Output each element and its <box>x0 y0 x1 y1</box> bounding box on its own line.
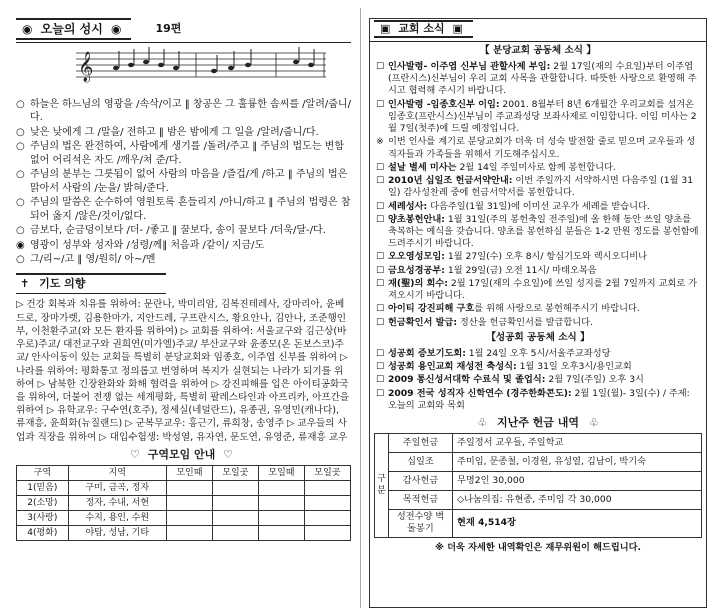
news-item <box>376 61 700 98</box>
page-fold-divider <box>360 8 361 608</box>
meeting-cell <box>258 496 304 511</box>
meeting-row <box>17 526 351 541</box>
checkbox-icon: ☐ <box>376 213 385 225</box>
verse-bullet-icon: ○ <box>16 169 25 180</box>
news-body: 2월 17일(재의 수요일)에 쓰일 성지를 2월 7일까지 교회로 가져오시기 바랍니다. <box>388 277 698 302</box>
meeting-cell: 2(소망) <box>17 496 69 511</box>
news-heading: 2009 통신성서대학 수료식 및 졸업식: <box>388 374 546 386</box>
finance-detail: 주일정서 교우들, 주일학교 <box>453 433 702 452</box>
news-header <box>370 19 706 39</box>
meeting-title: 구역모임 안내 <box>147 447 216 461</box>
finance-category: 목적헌금 <box>389 490 453 509</box>
meeting-cell <box>166 526 212 541</box>
finance-category: 성전수양 벽돌봉기 <box>389 509 453 537</box>
news-body: 정산을 헌금확인서를 발급합니다. <box>457 316 593 328</box>
news-heading: 인사발령- 이주엽 신부님 관할사제 부임: <box>388 60 551 72</box>
news-text <box>388 278 700 302</box>
news-title: 교회 소식 <box>398 21 445 35</box>
psalm-number: 19편 <box>155 21 182 35</box>
news-text <box>388 251 700 263</box>
parish-news-list <box>370 61 706 329</box>
target-icon: ◉ <box>22 21 33 36</box>
news-body: 2월 7일(주일) 오후 3시 <box>545 374 644 386</box>
heart-icon: ♡ <box>223 447 234 461</box>
meeting-row <box>17 480 351 495</box>
anglican-news-subheader: 【성공회 공동체 소식 】 <box>486 331 590 343</box>
finance-header <box>370 416 706 431</box>
meeting-column-header: 모일곳 <box>304 465 350 480</box>
meeting-cell <box>304 496 350 511</box>
meeting-cell <box>166 480 212 495</box>
news-heading: 재(聖)의 회수: <box>388 277 448 289</box>
checkbox-icon: ☐ <box>376 264 385 276</box>
psalm-verse <box>16 224 351 238</box>
news-heading: 성공회 증보기도회: <box>388 347 466 359</box>
checkbox-icon: ☐ <box>376 251 385 263</box>
news-heading: 양초봉헌안내: <box>388 213 445 225</box>
finance-detail: 무명2인 30,000 <box>453 471 702 490</box>
psalm-verse <box>16 126 351 140</box>
psalm-verse <box>16 168 351 195</box>
news-item <box>376 99 700 136</box>
checkbox-icon: ※ <box>376 136 384 148</box>
news-item <box>376 374 700 386</box>
meeting-row <box>17 511 351 526</box>
cross-icon: ✝ <box>20 276 30 290</box>
finance-table <box>374 433 702 538</box>
meeting-column-header: 구역 <box>17 465 69 480</box>
finance-title: 지난주 헌금 내역 <box>496 415 580 429</box>
meeting-cell <box>212 496 258 511</box>
square-icon: ▣ <box>452 21 463 35</box>
news-item <box>376 388 700 412</box>
news-body: 1월 31일(주의 봉헌축일 전주일)에 올 한해 동안 쓰일 양초를 축복하는 예식을 갖습니다. 양초를 봉헌하실 분들은 1-2 만원 정도를 봉헌함에 드려주시기 바랍니다. <box>388 213 699 250</box>
verse-text: 주님의 말씀은 순수하여 영원토록 흔들리지 /아니/하고 ‖ 주님의 법령은 참되어 옳지 /않은/것이/없다. <box>30 197 351 222</box>
psalm-header <box>16 18 351 40</box>
news-body: 이번 주일까지 서약하시면 다음주일 (1월 31일) 감사성찬례 중에 헌금서약서를 봉헌합니다. <box>388 175 694 199</box>
news-heading: 2010년 십일조 헌금서약안내: <box>388 175 513 187</box>
meeting-cell: 수지, 용인, 수원 <box>68 511 166 526</box>
news-text <box>388 162 700 174</box>
meeting-header <box>16 448 351 463</box>
checkbox-icon: ☐ <box>376 303 385 315</box>
news-text <box>388 214 700 251</box>
news-text <box>388 348 700 360</box>
psalm-verse <box>16 196 351 223</box>
psalm-title-box <box>16 18 131 40</box>
header-rule <box>370 41 706 42</box>
news-heading: 금요성경공부: <box>388 264 445 276</box>
verse-text: 금보다, 순금덩이보다 /더- /좋고 ‖ 꿀보다, 송이 꿀보다 /더욱/달-/다. <box>30 225 326 236</box>
news-item <box>376 201 700 213</box>
checkbox-icon: ☐ <box>376 277 385 289</box>
news-body: 2001. 8월부터 8년 6개월간 우리교회를 섬겨온 임종호(프란시스)신부님이 주교좌성당 보좌사제로 이임합니다. 이임 미사는 2월 7일(첫주)에 드릴 예정입니다. <box>388 98 697 135</box>
meeting-cell <box>258 526 304 541</box>
news-heading: 헌금확인서 발급: <box>388 316 457 328</box>
verse-text: 주님의 분부는 그릇됨이 없어 사람의 마음을 /즐겁/게 /하고 ‖ 주님의 법은 맑아서 사람의 /눈을/ 밝혀/준다. <box>30 169 348 194</box>
verse-bullet-icon: ○ <box>16 141 25 152</box>
checkbox-icon: ☐ <box>376 98 385 110</box>
news-text <box>388 303 700 315</box>
verse-bullet-icon: ○ <box>16 126 25 138</box>
prayer-intentions: ▷ 건강 회복과 치유를 위하여: 문란나, 박미리암, 김복진테레사, 강마리아, 윤베드로, 장마가렛, 김용한마가, 지안드레, 구프란시스, 황요안나, 김안나, 조준행인부, 이천환주교(와 모든 환자를 위하여) ▷ 교회를 위하여: 서울교구와 김근상(바우로)주교/ 대전교구와 권희연(미가엘)주교/ 부산교구와 윤종모(온 돈보스코)주교/ 안사이동이 있는 교회들 특별히 분당교회와 임종호, 이주엽 신부를 위하여 ▷ 나라를 위하여: 평화통고 정의롭고 번영하며 복지가 실현되는 나라가 되기를 위하여 ▷ 남북한 긴장완화와 화해 협력을 위하여 ▷ 강진피해를 입은 아이티공화국을 위하여, 더불어 전쟁 없는 세계평화, 특별히 팔레스타인과 아프리카, 아프간을 위하여 ▷ 유학교우: 구수연(호주), 정세실(네덜란드), 유종권, 유영민(캐나다), 류재흥, 윤희화(뉴질랜드) ▷ 군복무교우: 홍근기, 류희창, 송영주 ▷ 교우들의 사업과 직장을 위하여 ▷ 대입수험생: 박성열, 유자연, 문도연, 유영준, 류재흥 교우 <box>16 299 350 443</box>
finance-row <box>375 433 702 452</box>
meeting-cell <box>212 511 258 526</box>
verse-bullet-icon: ○ <box>16 254 25 265</box>
news-body: 1월 31일 오후3시/용인교회 <box>516 361 632 373</box>
checkbox-icon: ☐ <box>376 316 385 328</box>
checkbox-icon: ☐ <box>376 361 385 373</box>
meeting-cell <box>258 480 304 495</box>
news-text <box>388 265 700 277</box>
meeting-cell: 구미, 금곡, 정자 <box>68 480 166 495</box>
verse-text: 영광이 성부와 성자와 /성령/께‖ 처음과 /같이/ 지금/도 <box>30 239 265 251</box>
meeting-cell <box>166 511 212 526</box>
news-body: 1월 29일(금) 오전 11시/ 마태오복음 <box>444 264 597 276</box>
finance-row <box>375 452 702 471</box>
meeting-cell: 정자, 수내, 서현 <box>68 496 166 511</box>
psalm-verse <box>16 98 351 125</box>
finance-row <box>375 490 702 509</box>
news-heading: 인사발령 -임종호신부 이임: <box>388 98 500 110</box>
meeting-cell <box>304 511 350 526</box>
news-item <box>376 251 700 263</box>
psalm-readings <box>16 98 351 267</box>
square-icon: ▣ <box>380 21 391 35</box>
meeting-cell <box>212 480 258 495</box>
meeting-table <box>16 465 351 542</box>
news-item <box>376 136 700 160</box>
news-text <box>388 361 700 373</box>
news-item <box>376 317 700 329</box>
club-icon: ♧ <box>588 415 599 429</box>
finance-detail: 주미임, 문종철, 이경원, 유성열, 김남이, 박기숙 <box>453 452 702 471</box>
meeting-column-header: 지역 <box>68 465 166 480</box>
psalm-verse <box>16 140 351 167</box>
psalm-title: 오늘의 성시 <box>40 21 103 36</box>
news-body: 이번 인사를 계기로 분당교회가 더욱 더 성숙 발전할 줄로 믿으며 교우들과 성직자들과 가족들을 위해서 기도해주십시오. <box>388 136 696 160</box>
target-icon: ◉ <box>111 21 122 36</box>
finance-group-label: 구분 <box>375 433 389 537</box>
header-rule <box>16 42 351 43</box>
checkbox-icon: ☐ <box>376 161 385 173</box>
anglican-news-list <box>370 348 706 412</box>
svg-text:𝄞: 𝄞 <box>78 52 94 82</box>
verse-bullet-icon: ○ <box>16 225 25 236</box>
news-text <box>388 175 700 199</box>
finance-category: 십일조 <box>389 452 453 471</box>
news-item <box>376 162 700 174</box>
news-body: 1월 24일 오후 5시/서울주교좌성당 <box>465 347 611 359</box>
news-heading: 아이티 강진피해 구호 <box>388 303 475 315</box>
psalm-verse <box>16 253 351 267</box>
news-body: 다음주일(1월 31일)에 이미선 교우가 세례를 받습니다. <box>427 200 650 212</box>
finance-detail: 현재 4,514장 <box>453 509 702 537</box>
checkbox-icon: ☐ <box>376 387 385 399</box>
news-heading: 2009 전국 성직자 신학연수 (경주한화콘도): <box>388 387 572 399</box>
news-heading: 성공회 용인교회 재성전 축성식: <box>388 361 517 373</box>
meeting-cell <box>166 496 212 511</box>
meeting-column-header: 모인때 <box>166 465 212 480</box>
parish-news-subheader: 【 분당교회 공동체 소식 】 <box>480 45 596 56</box>
news-body: 2월 17일(재의 수요일)부터 이주엽(프란시스)신부님이 우리 교회 사목을 관할합니다. 따뜻한 사랑으로 환영해 주시고 협력해 주시기 바랍니다. <box>388 60 697 97</box>
news-heading: 설날 별세 미사는 <box>388 161 457 173</box>
finance-detail: ◇나눔의집: 유현종, 주미임 각 30,000 <box>453 490 702 509</box>
verse-text: 그/리~/고 ‖ 영/원히/ 아~/멘 <box>30 254 156 265</box>
music-staff <box>76 47 326 87</box>
finance-note: ※ 더욱 자세한 내역확인은 재무위원이 해드립니다. <box>435 541 641 553</box>
meeting-cell: 3(사랑) <box>17 511 69 526</box>
club-icon: ♧ <box>477 415 488 429</box>
news-body: 1월 27일(수) 오후 8시/ 항심기도와 렉시오디비나 <box>444 251 647 263</box>
news-text <box>388 201 700 213</box>
checkbox-icon: ☐ <box>376 347 385 359</box>
news-text <box>388 317 700 329</box>
meeting-column-header: 모일때 <box>258 465 304 480</box>
news-heading: 오오영성모임: <box>388 251 445 263</box>
finance-category: 주일헌금 <box>389 433 453 452</box>
meeting-cell: 1(믿음) <box>17 480 69 495</box>
news-text <box>388 136 700 160</box>
prayer-header <box>16 273 166 295</box>
news-item <box>376 265 700 277</box>
news-heading: 세례성사: <box>388 200 428 212</box>
checkbox-icon: ☐ <box>376 175 385 187</box>
meeting-column-header: 모일곳 <box>212 465 258 480</box>
news-item <box>376 303 700 315</box>
verse-bullet-icon: ○ <box>16 98 25 110</box>
psalm-verse <box>16 239 351 253</box>
verse-text: 주님의 법은 완전하여, 사람에게 생기를 /돌려/주고 ‖ 주님의 법도는 변함없어 어리석은 자도 /깨우/쳐 준/다. <box>30 141 345 166</box>
news-item <box>376 175 700 199</box>
news-body: 2월 14일 주일미사로 함께 봉헌합니다. <box>456 161 616 173</box>
prayer-title: 기도 의향 <box>39 276 86 290</box>
meeting-cell <box>212 526 258 541</box>
news-item <box>376 348 700 360</box>
news-item <box>376 361 700 373</box>
meeting-cell: 야탑, 성남, 기타 <box>68 526 166 541</box>
left-column <box>16 18 351 608</box>
checkbox-icon: ☐ <box>376 200 385 212</box>
verse-text: 하늘은 하느님의 영광을 /속삭/이고 ‖ 창공은 그 훌륭한 솜씨를 /알려/줍니/다. <box>30 98 351 123</box>
news-text <box>388 388 700 412</box>
verse-bullet-icon: ◉ <box>16 239 25 251</box>
verse-bullet-icon: ○ <box>16 197 25 208</box>
meeting-cell: 4(평화) <box>17 526 69 541</box>
finance-row <box>375 509 702 537</box>
meeting-cell <box>258 511 304 526</box>
heart-icon: ♡ <box>129 447 140 461</box>
finance-row <box>375 471 702 490</box>
checkbox-icon: ☐ <box>376 374 385 386</box>
news-text <box>388 61 700 98</box>
checkbox-icon: ☐ <box>376 60 385 72</box>
news-body: 2월 1일(월)- 3일(수) / 주제: 오늘의 교회와 목회 <box>388 387 690 411</box>
right-column <box>369 18 707 608</box>
meeting-cell <box>304 526 350 541</box>
verse-text: 낮은 낮에게 그 /말을/ 전하고 ‖ 밤은 밤에게 그 일을 /알려/줍니/다. <box>30 126 319 138</box>
news-item <box>376 278 700 302</box>
meeting-cell <box>304 480 350 495</box>
news-text <box>388 374 700 386</box>
news-item <box>376 214 700 251</box>
meeting-row <box>17 496 351 511</box>
finance-category: 감사헌금 <box>389 471 453 490</box>
news-text <box>388 99 700 136</box>
news-body: 를 위해 사랑으로 봉헌해주시기 바랍니다. <box>474 303 640 315</box>
news-title-box <box>374 20 473 39</box>
